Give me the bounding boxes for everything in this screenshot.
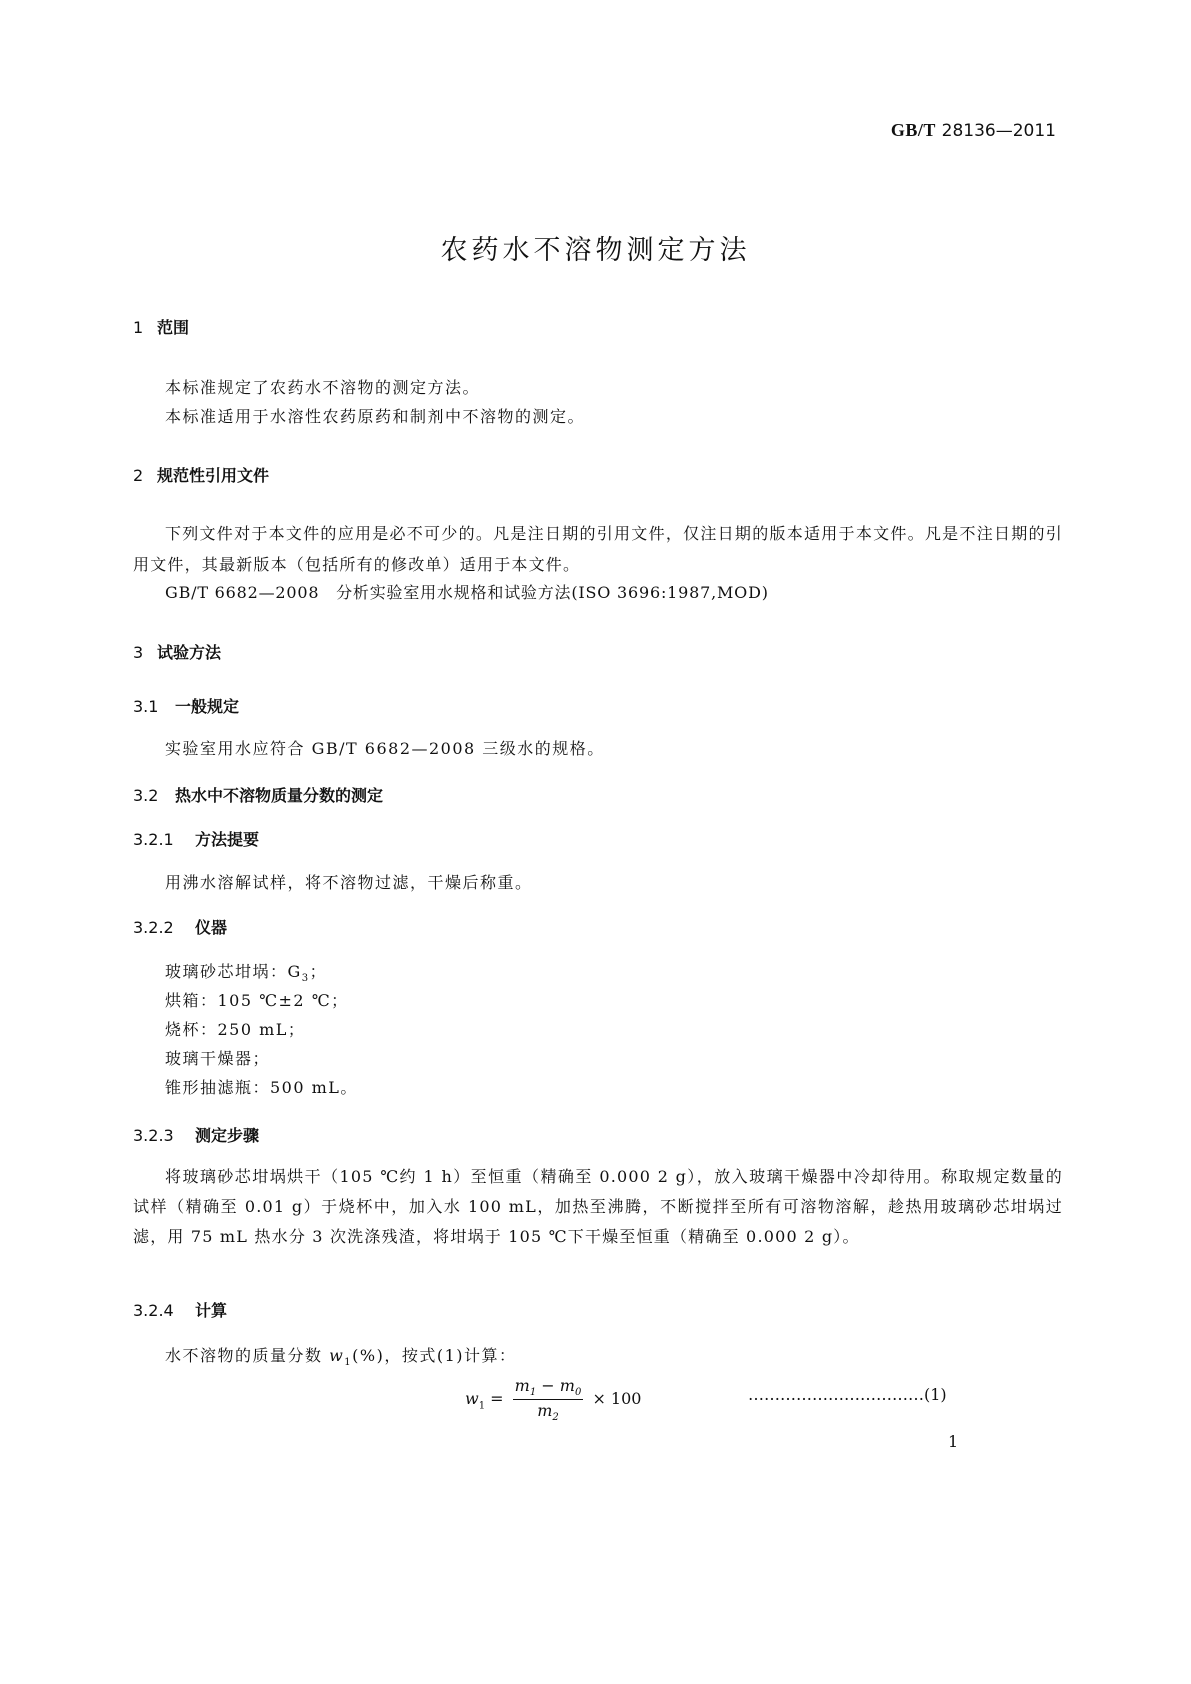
instrument-item: 玻璃砂芯坩埚：$G_3$； [165, 962, 328, 985]
section-3-1-heading: 3.1 一般规定 [133, 697, 240, 716]
section-3-2-heading: 3.2 热水中不溶物质量分数的测定 [133, 786, 384, 805]
page-number: 1 [948, 1432, 960, 1451]
document-title: 农药水不溶物测定方法 [440, 235, 751, 266]
instrument-item: 烧杯：250 mL； [165, 1020, 306, 1039]
formula-1: $w_1$ = $\frac{m_1 - m_0}{m_2}$ × 100 [465, 1376, 642, 1424]
section-3-2-4-heading: 3.2.4 计算 [133, 1301, 228, 1320]
section-3-2-1-line: 用沸水溶解试样，将不溶物过滤，干燥后称重。 [165, 873, 533, 892]
section-2-heading: 2 规范性引用文件 [133, 466, 270, 485]
normative-reference: GB/T 6682—2008 分析实验室用水规格和试验方法(ISO 3696:1987,MOD) [165, 583, 769, 602]
section-3-2-1-heading: 3.2.1 方法提要 [133, 830, 260, 849]
instrument-item: 玻璃干燥器； [165, 1049, 271, 1068]
formula-label: ……………………………(1) [748, 1385, 947, 1404]
section-3-2-3-heading: 3.2.3 测定步骤 [133, 1126, 260, 1145]
instrument-item: 烘箱：105 ℃±2 ℃； [165, 991, 349, 1010]
instrument-item: 锥形抽滤瓶：500 mL。 [165, 1078, 358, 1097]
section-3-2-3-paragraph: 将玻璃砂芯坩埚烘干（105 ℃约 1 h）至恒重（精确至 0.000 2 g），放入玻璃干燥器中冷却待用。称取规定数量的试样（精确至 0.01 g）于烧杯中，加入水 100 mL，加热至沸腾，不断搅拌至所有可溶物溶解，趁热用玻璃砂芯坩埚过滤，用 75 mL 热水分 3 次洗涤残渣，将坩埚于 105 ℃下干燥至恒重（精确至 0.000 2 g）。 [133, 1167, 1063, 1246]
fraction: $\frac{m_1 - m_0}{m_2}$ [514, 1376, 582, 1424]
section-1-line-2: 本标准适用于水溶性农药原药和制剂中不溶物的测定。 [165, 407, 586, 426]
standard-code: GB/T 28136—2011 [890, 120, 1056, 141]
section-3-heading: 3 试验方法 [133, 643, 222, 662]
section-3-2-4-line: 水不溶物的质量分数 $w_1(\%)$，按式(1)计算： [165, 1346, 517, 1369]
section-1-line-1: 本标准规定了农药水不溶物的测定方法。 [165, 378, 481, 397]
section-1-heading: 1 范围 [133, 318, 190, 337]
section-3-1-line: 实验室用水应符合 GB/T 6682—2008 三级水的规格。 [165, 739, 605, 758]
section-3-2-2-heading: 3.2.2 仪器 [133, 918, 228, 937]
section-2-paragraph: 下列文件对于本文件的应用是必不可少的。凡是注日期的引用文件，仅注日期的版本适用于本文件。凡是不注日期的引用文件，其最新版本（包括所有的修改单）适用于本文件。 [133, 524, 1063, 574]
